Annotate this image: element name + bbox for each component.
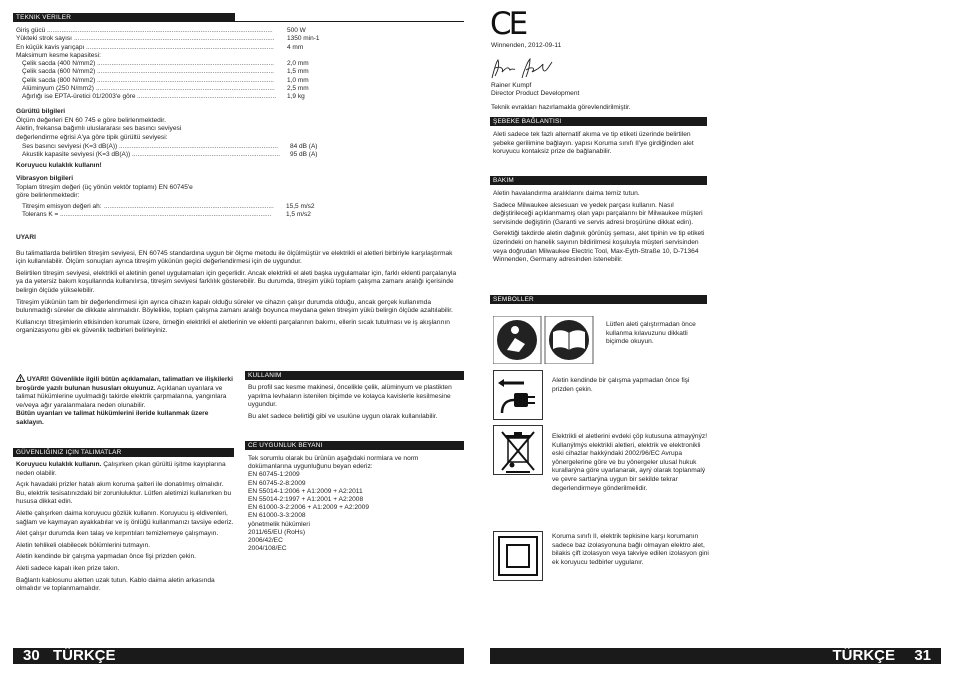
vibration-title: Vibrasyon bilgileri (16, 175, 74, 182)
signer-title: Director Product Development (491, 90, 580, 98)
spec-label: Çelik sacda (400 N/mm2) (22, 60, 96, 68)
usage-p2: Bu alet sadece belirtiği gibi ve usulüne uygun olarak kullanılabilir. (248, 412, 438, 420)
spec-value: 15,5 m/s2 (286, 203, 315, 210)
ce-intro: Tek sorumlu olarak bu ürünün aşağıdaki normlara ve norm dokümanlarına uygunluğunu beyan ederiz: (248, 455, 419, 471)
leader-dots: .................................................................................................. (97, 60, 274, 68)
general-warning-text: Açıklanan uyarılara ve talimat hükümlerine uyulmadığı takirde elektrik çarpmalarına, yangınlara ve/veya ağır yaralanmalara neden olunabilir. (16, 384, 227, 409)
maintenance-p1: Aletin havalandırma aralıklarını daima temiz tutun. (493, 190, 640, 197)
weee-bin-icon (494, 426, 542, 474)
ce-standard-line: 2006/42/EC (248, 537, 283, 545)
signer-block (491, 82, 711, 112)
spec-row (16, 93, 321, 101)
section-header-symbols: SEMBOLLER (490, 295, 707, 304)
spec-row (22, 203, 332, 211)
spec-label: En küçük kavis yarıçapı (16, 43, 85, 51)
spec-row (16, 52, 321, 60)
symbol-text-2: Aletin kendinde bir çalışma yapmadan önce fişi prizden çekin. (552, 377, 690, 393)
tech-spec-table (16, 27, 321, 102)
spec-row (16, 60, 321, 68)
spec-row (22, 143, 326, 151)
spec-label: Yükteki strok sayısı (16, 35, 72, 43)
safety-p6: Aletin kendinde bir çalışma yapmadan önce fişi prizden çekin. (16, 553, 196, 561)
warning-p2: Belirtilen titreşim seviyesi, elektrikli el aletinin genel uygulamaları için geçerlidir. Ancak elektrikli el aleti başka uygulamalar için, farklı eklenti parçalarıyla ya da yetersiz bakım koşullarında kullanılırsa, titreşim seviyesi farklılık gösterebilir. Bu durumda, titreşim yükü toplam çalışma zamanı aralığı içerisinde belirgin ölçüde yükselebilir. (16, 269, 457, 294)
spec-label: Tolerans K = (22, 211, 59, 219)
leader-dots: ..................................................................................................................... (60, 211, 272, 219)
leader-dots: .................................................................................................. (97, 76, 274, 84)
warning-p3: Titreşim yükünün tam bir değerlendirmesi için ayrıca cihazın kapalı olduğu süreler ve cihazın çalışır durumda olduğu, ancak gerçek kullanımda bulunmadığı süreler de dikkate alınmalıdır. Böylelikle, toplam çalışma zamanı aralığı boyunca meydana gelen titreşim yükü belirgin ölçüde azaltılabilir. (16, 298, 453, 315)
section-header-usage: KULLANIM (245, 371, 464, 380)
page-31 (477, 0, 954, 677)
ce-mark: CE (490, 6, 526, 42)
spec-value: 2,0 mm (287, 60, 309, 68)
spec-value: 95 dB (A) (290, 151, 318, 159)
noise-section (16, 108, 326, 142)
section-header-tech: TEKNIK VERILER (13, 13, 235, 22)
warning-triangle-icon (16, 374, 25, 382)
usage-p1: Bu profil sac kesme makinesi, öncelikle çelik, alüminyum ve plastikten yapılma levhaların istenilen biçimde ve kolayca kavislerle kesilmesine uygundur. (248, 384, 452, 409)
spec-row (16, 35, 321, 43)
ce-standard-line: 2004/108/EC (248, 545, 287, 553)
spec-label: Çelik sacda (600 N/mm2) (22, 68, 96, 76)
symbol-text-3: Elektrikli el aletlerini evdeki çöp kutusuna atmayýnýz! Kullanýlmýs elektrikli aletleri, elektrik ve elektronikli eski cihazlar hakkýndaki 2002/96/EC Avrupa yönergelerine göre ve bu yönergeler ulusal hukuk kurallarýna göre uyarlanarak, ayrý olarak toplanmalý ve çevre sartlarýna uygun bir sekilde tekrar degerlendirmeye gönderilmelidir. (552, 433, 708, 492)
vibration-text2: göre belirlenmektedir: (16, 192, 80, 200)
general-warning-bold: UYARI! Güvenlikle ilgili bütün açıklamaları, talimatları ve ilişkilerki broşürde yazılı bulunan hususları okuyunuz. (16, 376, 233, 392)
safety-p4: Alet çalışır durumda iken talaş ve kırpıntıları temizlemeye çalışmayın. (16, 530, 219, 538)
symbol-text-4: Koruma sınıfı II, elektrik tepkisine karşı korumanın sadece baz izolasyonuna bağlı olmayan elektro alet, bilakis çift izolasyon veya takviye edilen izolasyon gini ek koruyucu tedbirler uygulanır. (552, 533, 709, 566)
language-label: TÜRKÇE (53, 647, 116, 664)
unplug-icon (494, 371, 542, 419)
ce-standard-line: EN 55014-1:2006 + A1:2009 + A2:2011 (248, 487, 363, 495)
ce-standard-line: EN 60745-2-8:2009 (248, 479, 306, 487)
symbol-read-manual (493, 316, 541, 364)
safety-p8: Bağlantı kablosunu aletten uzak tutun. Kablo daima aletin arkasında olmalıdır ve toplanmamalıdır. (16, 576, 215, 593)
signer-name: Rainer Kumpf (491, 82, 532, 89)
maintenance-section (493, 190, 707, 268)
leader-dots: ............................................................................................................................. (47, 27, 273, 34)
safety-p7: Aleti sadece kapalı iken prize takın. (16, 564, 120, 572)
footer-bar-right (490, 648, 941, 664)
safety-p1: Çalışırken çıkan gürültü işitme kayıplarına neden olabilir. (16, 461, 226, 477)
spec-label: Giriş gücü (16, 27, 46, 34)
spec-label: Ağırlığı ise EPTA-üretici 01/2003'e göre (22, 93, 136, 101)
ce-standard-line: yönetmelik hükümleri (248, 520, 310, 528)
spec-label: Alüminyum (250 N/mm2) (22, 85, 94, 93)
place-date: Winnenden, 2012-09-11 (491, 42, 562, 49)
ce-standard-line: EN 55014-2:1997 + A1:2001 + A2:2008 (248, 496, 364, 504)
vibration-table (22, 203, 332, 220)
spec-value: 1350 min-1 (287, 35, 320, 43)
read-manual-icon (493, 316, 597, 364)
leader-dots: ........................................................................................................ (86, 43, 274, 51)
spec-label: Ses basıncı seviyesi (K=3 dB(A)) (22, 143, 118, 150)
safety-p3: Aletle çalışırken daima koruyucu gözlük kullanın. Koruyucu iş eldivenleri, sağlam ve kaymayan ayakkabılar ve iş önlüğü kullanmanızı tavsiye ederiz. (16, 509, 234, 526)
spec-row (22, 211, 332, 219)
usage-section (248, 384, 462, 424)
section-header-ce: CE UYGUNLUK BEYANI (245, 441, 464, 450)
safety-p5: Aletin tehlikeli olabilecek bölümlerini tutmayın. (16, 541, 151, 549)
spec-row (16, 85, 321, 93)
spec-value: 1,0 mm (287, 76, 309, 84)
spec-value: 1,5 mm (287, 68, 309, 76)
section-header-mains: ŞEBEKE BAĞLANTISI (490, 117, 707, 126)
maintenance-p2: Sadece Milwaukee aksesuarı ve yedek parçası kullanın. Nasıl değiştirileceği açıklanmamış olan yapı parçalarını bir Milwaukee müşteri servisinde değiştirin (Garanti ve servis adresi broşürüne dikkat edin). (493, 201, 703, 226)
authorized-text: Teknik evrakları hazırlamakla görevlendirilmiştir. (491, 103, 631, 111)
leader-dots: .................................................................................................. (97, 68, 274, 76)
ce-standard-line: EN 61000-3-3:2008 (248, 512, 306, 520)
footer-bar-left (13, 648, 464, 664)
noise-title: Gürültü bilgileri (16, 108, 66, 115)
noise-text3: değerlendirme eğrisi A'ya göre tipik gürültü seviyesi: (16, 133, 168, 141)
noise-text2: Aletin, frekansa bağımlı uluslararası ses basıncı seviyesi (16, 125, 182, 133)
section-header-maintenance: BAKIM (490, 176, 707, 185)
ce-standards-list (248, 471, 462, 553)
ce-standard-line: 2011/65/EU (RoHs) (248, 528, 306, 536)
warning-p4: Kullanıcıyı titreşimlerin etkisinden korumak üzere, örneğin elektrikli el aletlerinin ve eklenti parçalarının bakımı, ellerin sıcak tutulması ve iş akışlarının organizasyonu gibi ek güvenlik tedbirleri belirleyiniz. (16, 318, 450, 335)
spec-row (16, 68, 321, 76)
warning-p1: Bu talimatlarda belirtilen titreşim seviyesi, EN 60745 standardına uygun bir ölçme metodu ile ölçülmüştür ve elektrikli el aletleri birbiriyle karşılaştırmak için kullanılabilir. Ölçüm sonuçları ayrıca titreşim yükünün geçici değerlendirmesi için de uygundur. (16, 249, 453, 266)
spec-label: Çelik sacda (800 N/mm2) (22, 76, 96, 84)
leader-dots: ........................................................................................ (119, 143, 278, 150)
warning-section (16, 234, 463, 339)
leader-dots: ............................................................................................................... (74, 35, 275, 43)
leader-dots: .................................................................................. (132, 151, 281, 159)
page-number: 30 (23, 647, 40, 664)
symbol-weee (493, 425, 543, 475)
safety-section (16, 461, 234, 597)
leader-dots: ................................................................................................... (96, 85, 275, 93)
ce-section (248, 455, 462, 553)
ce-standard-line: EN 60745-1:2009 (248, 471, 300, 479)
signature-icon (488, 56, 558, 82)
page-number: 31 (914, 647, 931, 664)
spec-value: 1,9 kg (287, 93, 305, 101)
vibration-text: Toplam titreşim değeri (üç yönün vektör toplamı) EN 60745'e (16, 183, 193, 191)
spec-row (22, 151, 326, 159)
general-warning (16, 374, 234, 428)
safety-p1-bold: Koruyucu kulaklık kullanın. (16, 461, 102, 468)
maintenance-p3: Gerektiği takdirde aletin dağınık görünüş şeması, alet tipinin ve tip etiketi üzerindeki on hanelik sayının bildirilmesi koşuluyla müşteri servisinden veya doğrudan Milwaukee Electric Tool, Max-Eyth-Straße 10, D-71364 Winnenden, Germany adresinden istenebilir. (493, 230, 705, 264)
noise-table (22, 143, 326, 160)
ear-protection-note: Koruyucu kulaklık kullanın! (16, 162, 102, 169)
spec-label: Maksimum kesme kapasitesi: (16, 51, 101, 59)
symbol-class-ii (493, 531, 543, 581)
spec-value: 2,5 mm (287, 85, 309, 93)
ce-standard-line: EN 61000-3-2:2006 + A1:2009 + A2:2009 (248, 504, 369, 512)
spec-value: 4 mm (287, 43, 304, 51)
leader-dots: .............................................................................................. (104, 203, 274, 210)
spec-row (16, 77, 321, 85)
spec-label: Akustik kapasite seviyesi (K=3 dB(A)) (22, 151, 131, 159)
safety-p2: Açık havadaki prizler hatalı akım koruma şalteri ile donatılmış olmalıdır. Bu, elektrik tesisatınızdaki bir zorunluluktur. Lütfen aletimizi kullanırken bu hususa dikkat edin. (16, 481, 232, 506)
header-rule (235, 21, 464, 22)
symbol-text-1: Lütfen aleti çalıştırmadan önce kullanma kılavuzunu dikkatli biçimde okuyun. (606, 321, 696, 346)
spec-value: 500 W (287, 27, 306, 34)
symbol-unplug (493, 370, 543, 420)
spec-row (16, 44, 321, 52)
vibration-section (16, 175, 326, 201)
spec-value: 84 dB (A) (290, 143, 318, 150)
noise-text: Ölçüm değerleri EN 60 745 e göre belirlenmektedir. (16, 116, 166, 124)
keep-instructions: Bütün uyarıları ve talimat hükümlerini ileride kullanmak üzere saklayın. (16, 410, 209, 426)
warning-title: UYARI (16, 234, 36, 241)
spec-value: 1,5 m/s2 (286, 211, 311, 219)
spec-label: Titreşim emisyon değeri ah: (22, 203, 102, 210)
leader-dots: ............................................................................. (137, 93, 277, 101)
section-header-safety: GÜVENLIĞINIZ IÇIN TALIMATLAR (13, 448, 234, 457)
class-ii-icon (494, 532, 542, 580)
language-label: TÜRKÇE (832, 647, 895, 664)
mains-text: Aleti sadece tek fazlı alternatif akıma ve tip etiketi üzerinde belirtilen şebeke gerilimine bağlayın. yapısı Koruma sınıfı II'ye girdiğinden alet koruyucu kontaksiz prize de bağlanabilir. (493, 131, 694, 156)
spec-row (16, 27, 321, 35)
